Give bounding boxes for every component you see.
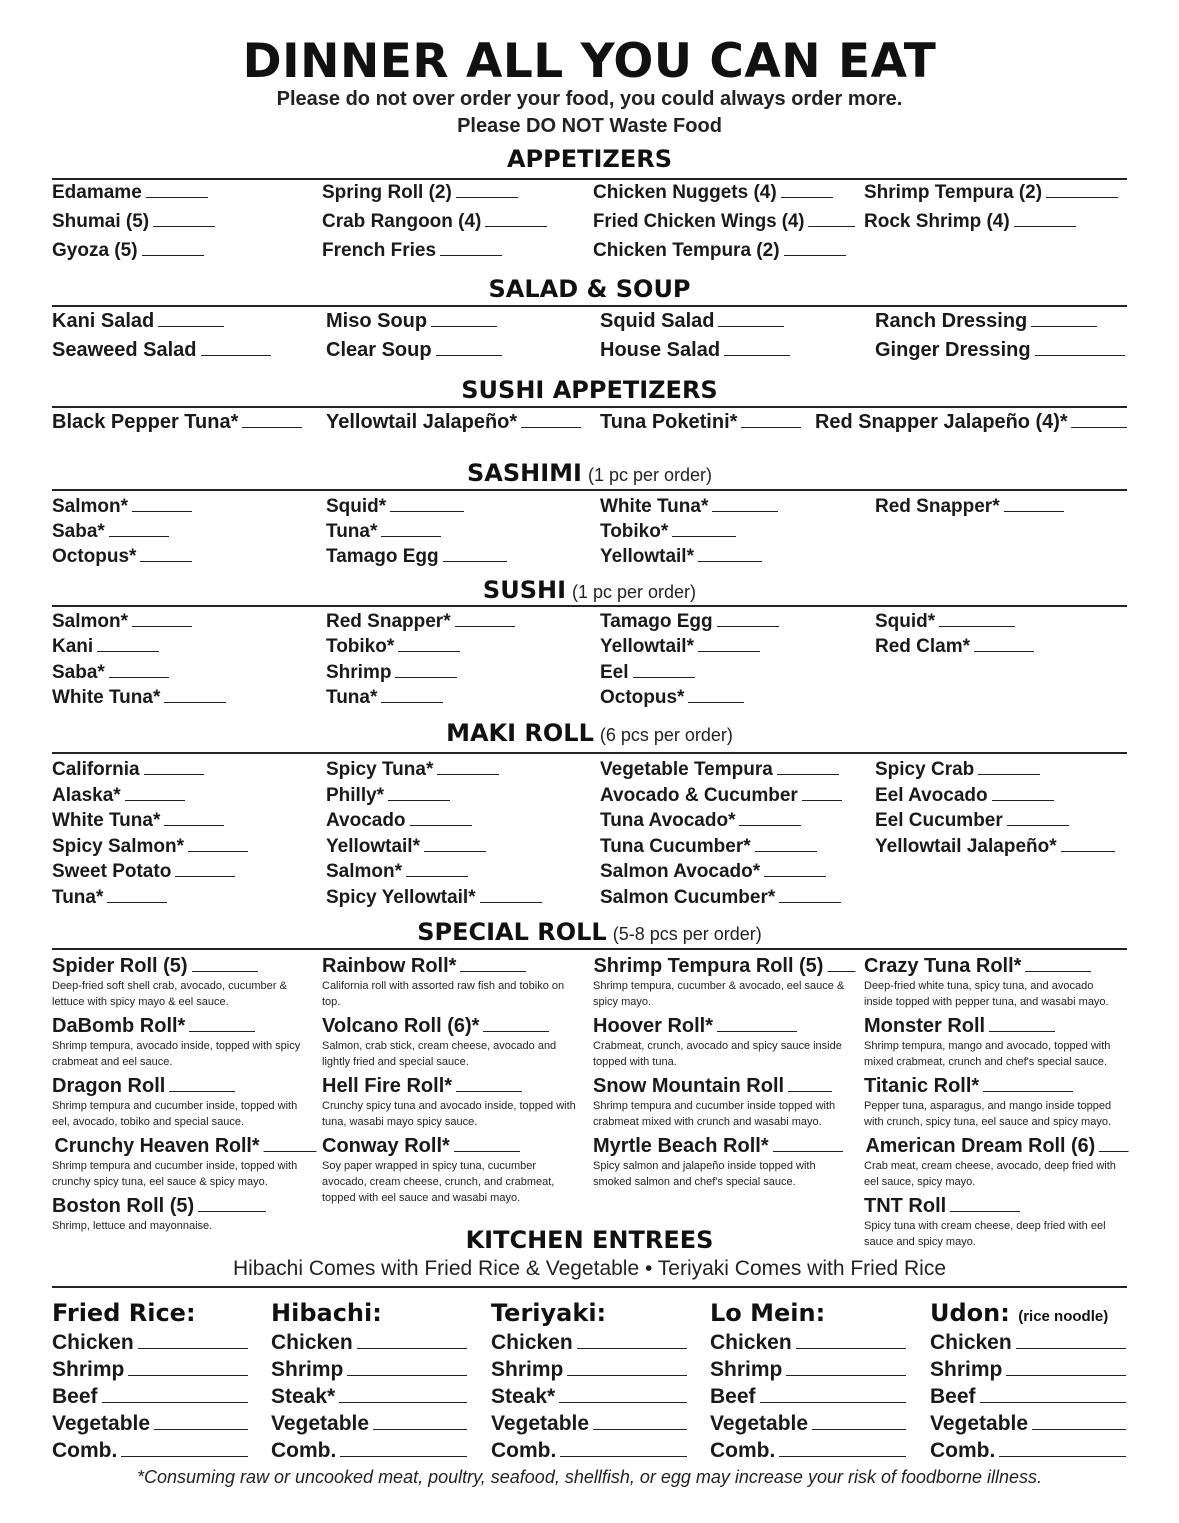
section-divider [52,605,1127,607]
section-header-sushi-appetizers [0,376,1179,404]
section-header-kitchen [0,1226,1179,1254]
menu-item[interactable]: Red Snapper* [875,496,1064,518]
menu-item[interactable]: Tobiko* [326,636,460,658]
special-roll-desc: Shrimp tempura, avocado inside, topped with spicy crabmeat and eel sauce. [52,1040,301,1068]
special-roll-name[interactable]: DaBomb Roll* [52,1015,255,1038]
section-divider [52,752,1127,754]
entree-item[interactable]: Steak* [491,1385,687,1409]
section-note: (6 pcs per order) [599,725,733,745]
section-title: SUSHI [482,576,566,604]
special-roll-desc: Pepper tuna, asparagus, and mango inside topped with crunch, spicy tuna, eel sauce and spicy mayo. [864,1100,1112,1128]
section-title: SALAD & SOUP [488,275,691,303]
special-roll-name[interactable]: Rainbow Roll* [322,955,526,978]
special-roll-name[interactable]: Boston Roll (5) [52,1195,266,1218]
menu-title: DINNER ALL YOU CAN EAT [242,34,937,89]
menu-item[interactable]: Kani Salad [52,310,224,333]
menu-item[interactable]: Red Snapper Jalapeño (4)* [815,411,1127,434]
menu-item[interactable]: Shrimp Tempura (2) [864,182,1118,204]
entree-item[interactable]: Comb. [491,1439,687,1463]
menu-item[interactable]: Yellowtail* [600,546,762,568]
entree-item[interactable]: Chicken [930,1331,1126,1355]
special-roll-desc: Shrimp tempura, mango and avocado, topped with mixed crabmeat, crunch and chef's special sauce. [864,1040,1111,1068]
special-roll-name[interactable]: Monster Roll [864,1015,1055,1038]
special-roll-desc: Deep-fried white tuna, spicy tuna, and avocado inside topped with pepper tuna, and wasabi mayo. [864,980,1109,1008]
special-roll-desc: Shrimp tempura and cucumber inside topped with crabmeat mixed with crunch and wasabi mayo. [593,1100,836,1128]
section-title: APPETIZERS [506,145,672,173]
menu-item[interactable]: White Tuna* [52,810,224,832]
entree-item[interactable]: Steak* [271,1385,467,1409]
entree-column-heading: Hibachi: [271,1299,382,1327]
special-roll-desc: Shrimp tempura, cucumber & avocado, eel sauce & spicy mayo. [593,980,845,1008]
entree-item[interactable]: Comb. [52,1439,248,1463]
special-roll-name[interactable]: Myrtle Beach Roll* [593,1135,843,1158]
menu-item[interactable]: Yellowtail* [600,636,760,658]
menu-item[interactable]: Eel [600,662,695,684]
special-roll-name[interactable]: Hoover Roll* [593,1015,797,1038]
special-roll-name[interactable]: TNT Roll [864,1195,1020,1218]
section-note: (5-8 pcs per order) [612,924,762,944]
menu-item[interactable]: Seaweed Salad [52,339,271,362]
section-divider [52,1286,1127,1288]
section-title: SPECIAL ROLL [417,918,607,946]
special-roll-name[interactable]: Titanic Roll* [864,1075,1073,1098]
section-title: MAKI ROLL [446,719,594,747]
menu-item[interactable]: Yellowtail* [326,836,486,858]
entree-item[interactable]: Comb. [930,1439,1126,1463]
entree-item[interactable]: Chicken [52,1331,248,1355]
menu-item[interactable]: Philly* [326,785,450,807]
special-roll-name[interactable]: Dragon Roll [52,1075,235,1098]
entree-item[interactable]: Beef [710,1385,906,1409]
menu-item[interactable]: Tobiko* [600,521,736,543]
entree-item[interactable]: Vegetable [710,1412,906,1436]
entree-item[interactable]: Vegetable [491,1412,687,1436]
menu-item[interactable]: Tuna Poketini* [600,411,801,434]
menu-item[interactable]: Tuna Cucumber* [600,836,817,858]
menu-item[interactable]: Black Pepper Tuna* [52,411,302,434]
special-roll-desc: Soy paper wrapped in spicy tuna, cucumber avocado, cream cheese, crunch, and crabmeat, topped with eel sauce and wasabi mayo. [322,1160,555,1204]
special-roll-desc: Crabmeat, crunch, avocado and spicy sauce inside topped with tuna. [593,1040,842,1068]
entree-column-heading: Udon: (rice noodle) [930,1299,1109,1327]
menu-item[interactable]: Spicy Crab [875,759,1040,781]
menu-item[interactable]: Red Clam* [875,636,1034,658]
special-roll-name[interactable]: Shrimp Tempura Roll (5) [594,955,856,978]
menu-item[interactable]: Ginger Dressing [875,339,1125,362]
menu-item[interactable]: French Fries [322,240,502,262]
menu-item[interactable]: Avocado & Cucumber [600,785,842,807]
entree-column-note: (rice noodle) [1018,1308,1109,1325]
special-roll-name[interactable]: Crazy Tuna Roll* [864,955,1091,978]
menu-item[interactable]: Miso Soup [326,310,497,333]
menu-item[interactable]: Salmon Cucumber* [600,887,841,909]
menu-item[interactable]: Spicy Yellowtail* [326,887,542,909]
menu-item[interactable]: Tuna* [326,687,443,709]
section-divider [52,948,1127,950]
entree-item[interactable]: Vegetable [271,1412,467,1436]
menu-item[interactable]: White Tuna* [600,496,778,518]
menu-item[interactable]: Edamame [52,182,208,204]
menu-item[interactable]: Crab Rangoon (4) [322,211,547,233]
menu-item[interactable]: Saba* [52,521,169,543]
menu-item[interactable]: Saba* [52,662,169,684]
section-title: SASHIMI [466,459,582,487]
entree-item[interactable]: Vegetable [52,1412,248,1436]
special-roll-name[interactable]: Snow Mountain Roll [593,1075,832,1098]
special-roll-desc: Spicy tuna with cream cheese, deep fried with eel sauce and spicy mayo. [864,1220,1106,1248]
menu-item[interactable]: Kani [52,636,159,658]
menu-item[interactable]: Fried Chicken Wings (4) [593,211,855,233]
section-divider [52,305,1127,307]
menu-item[interactable]: Tamago Egg [326,546,507,568]
menu-item[interactable]: Squid Salad [600,310,784,333]
section-header-sashimi [0,459,1179,487]
menu-item[interactable]: Yellowtail Jalapeño* [326,411,581,434]
special-roll-desc: Shrimp, lettuce and mayonnaise. [52,1220,213,1232]
menu-item[interactable]: Tuna Avocado* [600,810,801,832]
entree-column-heading: Fried Rice: [52,1299,196,1327]
menu-item[interactable]: Salmon* [52,611,192,633]
special-roll-name[interactable]: Volcano Roll (6)* [322,1015,549,1038]
section-header-maki [0,719,1179,747]
entree-item[interactable]: Chicken [271,1331,467,1355]
menu-item[interactable]: House Salad [600,339,790,362]
special-roll-desc: Shrimp tempura and cucumber inside, topped with crunchy spicy tuna, eel sauce & spicy mayo. [52,1160,298,1188]
entree-item[interactable]: Comb. [271,1439,467,1463]
section-note: (1 pc per order) [572,582,697,602]
special-roll-name[interactable]: American Dream Roll (6) [865,1135,1128,1158]
entree-item[interactable]: Beef [930,1385,1126,1409]
menu-item[interactable]: Chicken Tempura (2) [593,240,846,262]
section-divider [52,178,1127,180]
section-divider [52,489,1127,491]
menu-item[interactable]: Salmon* [326,861,468,883]
entree-item[interactable]: Chicken [491,1331,687,1355]
menu-item[interactable]: Squid* [875,611,1015,633]
special-roll-desc: Spicy salmon and jalapeño inside topped with smoked salmon and chef's special sauce. [593,1160,816,1188]
menu-item[interactable]: Salmon* [52,496,192,518]
entree-column-heading: Lo Mein: [710,1299,826,1327]
health-disclaimer: *Consuming raw or uncooked meat, poultry, seafood, shellfish, or egg may increase your risk of foodborne illness. [136,1467,1043,1487]
entree-item[interactable]: Comb. [710,1439,906,1463]
entree-item[interactable]: Shrimp [710,1358,906,1382]
menu-item[interactable]: Shumai (5) [52,211,215,233]
entree-item[interactable]: Vegetable [930,1412,1126,1436]
special-roll-desc: Crab meat, cream cheese, avocado, deep fried with eel sauce, spicy mayo. [864,1160,1116,1188]
special-roll-desc: Shrimp tempura and cucumber inside, topped with eel, avocado, tobiko and special sauce. [52,1100,298,1128]
menu-item[interactable]: Avocado [326,810,472,832]
menu-item[interactable]: Salmon Avocado* [600,861,826,883]
special-roll-name[interactable]: Conway Roll* [322,1135,520,1158]
menu-item[interactable]: Rock Shrimp (4) [864,211,1076,233]
special-roll-desc: Deep-fried soft shell crab, avocado, cucumber & lettuce with spicy mayo & eel sauce. [52,980,287,1008]
special-roll-name[interactable]: Crunchy Heaven Roll* [55,1135,317,1158]
entree-item[interactable]: Chicken [710,1331,906,1355]
special-roll-desc: California roll with assorted raw fish and tobiko on top. [322,980,565,1008]
menu-item[interactable]: Spicy Salmon* [52,836,248,858]
menu-item[interactable]: Yellowtail Jalapeño* [875,836,1115,858]
menu-item[interactable]: White Tuna* [52,687,226,709]
special-roll-name[interactable]: Hell Fire Roll* [322,1075,522,1098]
menu-item[interactable]: Tamago Egg [600,611,779,633]
menu-subtitle-1: Please do not over order your food, you could always order more. [276,88,903,110]
menu-item[interactable]: Spring Roll (2) [322,182,518,204]
section-divider [52,406,1127,408]
menu-item[interactable]: Spicy Tuna* [326,759,499,781]
menu-item[interactable]: Chicken Nuggets (4) [593,182,833,204]
section-header-salad-soup [0,275,1179,303]
menu-item[interactable]: California [52,759,204,781]
entree-item[interactable]: Beef [52,1385,248,1409]
entree-item[interactable]: Shrimp [491,1358,687,1382]
section-note: (1 pc per order) [587,465,713,485]
special-roll-desc: Salmon, crab stick, cream cheese, avocado and lightly fried and special sauce. [322,1040,557,1068]
menu-item[interactable]: Tuna* [52,887,167,909]
menu-item[interactable]: Red Snapper* [326,611,515,633]
entree-column-heading: Teriyaki: [491,1299,607,1327]
menu-item[interactable]: Eel Cucumber [875,810,1069,832]
menu-item[interactable]: Alaska* [52,785,185,807]
menu-item[interactable]: Clear Soup [326,339,502,362]
entree-item[interactable]: Shrimp [271,1358,467,1382]
menu-item[interactable]: Shrimp [326,662,457,684]
section-title: SUSHI APPETIZERS [461,376,718,404]
section-header-sushi [0,576,1179,604]
kitchen-subtitle: Hibachi Comes with Fried Rice & Vegetable • Teriyaki Comes with Fried Rice [232,1257,947,1280]
menu-item[interactable]: Vegetable Tempura [600,759,839,781]
entree-item[interactable]: Shrimp [930,1358,1126,1382]
menu-subtitle-2: Please DO NOT Waste Food [457,115,722,137]
menu-item[interactable]: Eel Avocado [875,785,1054,807]
special-roll-desc: Crunchy spicy tuna and avocado inside, topped with tuna, wasabi mayo spicy sauce. [322,1100,576,1128]
menu-item[interactable]: Ranch Dressing [875,310,1097,333]
menu-item[interactable]: Sweet Potato [52,861,235,883]
menu-item[interactable]: Octopus* [52,546,192,568]
entree-item[interactable]: Shrimp [52,1358,248,1382]
menu-item[interactable]: Tuna* [326,521,441,543]
menu-item[interactable]: Squid* [326,496,464,518]
menu-item[interactable]: Gyoza (5) [52,240,204,262]
menu-item[interactable]: Octopus* [600,687,744,709]
section-title: KITCHEN ENTREES [465,1226,714,1254]
section-header-special [0,918,1179,946]
section-header-appetizers [0,145,1179,173]
special-roll-name[interactable]: Spider Roll (5) [52,955,258,978]
